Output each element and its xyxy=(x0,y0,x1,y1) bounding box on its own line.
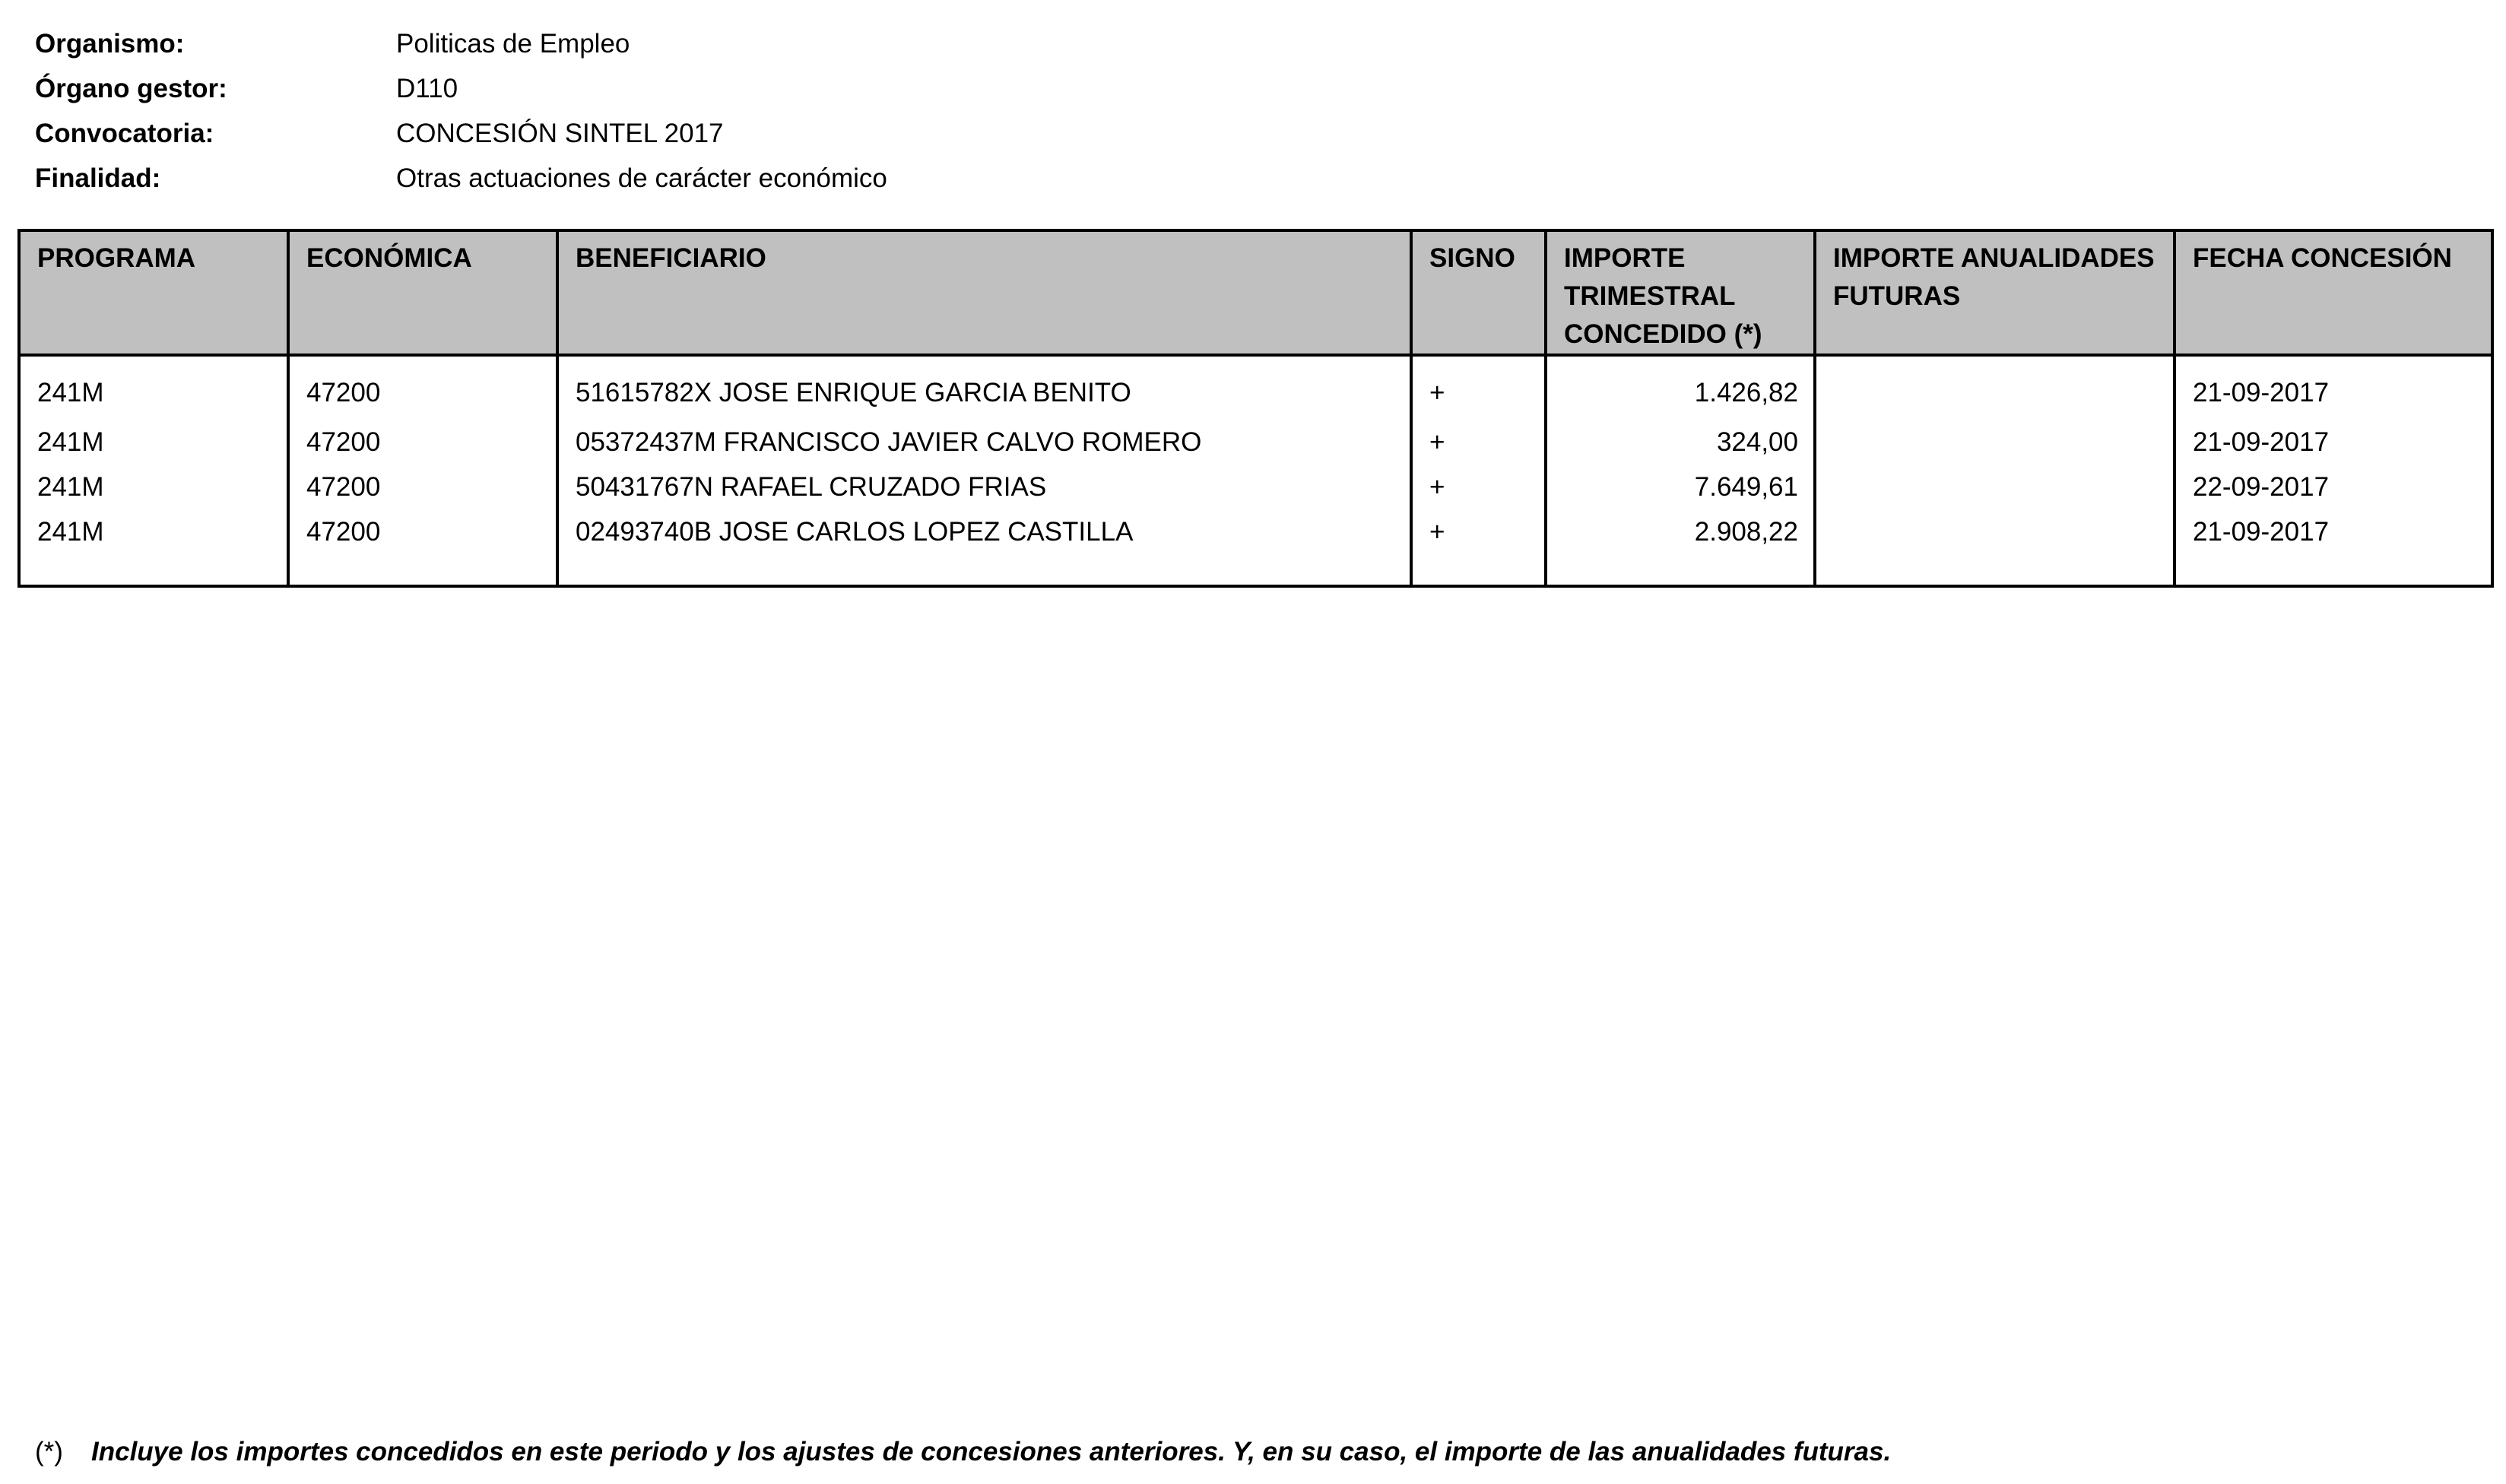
cell-economica: 47200 xyxy=(288,509,557,554)
cell-programa: 241M xyxy=(19,355,288,420)
cell-programa: 241M xyxy=(19,465,288,509)
meta-value: CONCESIÓN SINTEL 2017 xyxy=(396,118,724,148)
cell-importe-trimestral: 1.426,82 xyxy=(1546,355,1815,420)
meta-value: D110 xyxy=(396,73,458,103)
cell-programa: 241M xyxy=(19,509,288,554)
cell-signo: + xyxy=(1411,420,1546,465)
header-programa: PROGRAMA xyxy=(19,230,288,355)
meta-label: Convocatoria: xyxy=(35,118,214,148)
cell-fecha-concesion: 21-09-2017 xyxy=(2175,509,2492,554)
cell-fecha-concesion: 21-09-2017 xyxy=(2175,355,2492,420)
cell-importe-trimestral: 7.649,61 xyxy=(1546,465,1815,509)
meta-row-organo-gestor xyxy=(35,66,887,111)
cell-importe-trimestral: 324,00 xyxy=(1546,420,1815,465)
cell-beneficiario: 51615782X JOSE ENRIQUE GARCIA BENITO xyxy=(557,355,1411,420)
cell-signo: + xyxy=(1411,509,1546,554)
footnote-text: Incluye los importes concedidos en este periodo y los ajustes de concesiones anteriores. Y, en su caso, el importe de las anualidades futuras. xyxy=(91,1437,1892,1467)
cell-fecha-concesion: 21-09-2017 xyxy=(2175,420,2492,465)
table-row xyxy=(19,465,2492,509)
footnote xyxy=(35,1437,1891,1467)
spacer-cell xyxy=(1546,554,1815,586)
cell-importe-trimestral: 2.908,22 xyxy=(1546,509,1815,554)
cell-signo: + xyxy=(1411,355,1546,420)
header-importe-anualidades: IMPORTE ANUALIDADES FUTURAS xyxy=(1815,230,2175,355)
cell-beneficiario: 05372437M FRANCISCO JAVIER CALVO ROMERO xyxy=(557,420,1411,465)
cell-importe-anualidades xyxy=(1815,420,2175,465)
cell-economica: 47200 xyxy=(288,420,557,465)
grants-table xyxy=(17,229,2494,588)
table-row xyxy=(19,355,2492,420)
cell-economica: 47200 xyxy=(288,355,557,420)
cell-importe-anualidades xyxy=(1815,465,2175,509)
footnote-mark: (*) xyxy=(35,1437,63,1467)
cell-beneficiario: 02493740B JOSE CARLOS LOPEZ CASTILLA xyxy=(557,509,1411,554)
cell-fecha-concesion: 22-09-2017 xyxy=(2175,465,2492,509)
meta-value: Otras actuaciones de carácter económico xyxy=(396,163,887,193)
spacer-cell xyxy=(1815,554,2175,586)
meta-value: Politicas de Empleo xyxy=(396,28,630,59)
table-row xyxy=(19,509,2492,554)
header-importe-trimestral: IMPORTE TRIMESTRAL CONCEDIDO (*) xyxy=(1546,230,1815,355)
header-signo: SIGNO xyxy=(1411,230,1546,355)
table-header-row xyxy=(19,230,2492,355)
meta-label: Finalidad: xyxy=(35,163,161,193)
cell-importe-anualidades xyxy=(1815,509,2175,554)
header-beneficiario: BENEFICIARIO xyxy=(557,230,1411,355)
header-fecha-concesion: FECHA CONCESIÓN xyxy=(2175,230,2492,355)
spacer-cell xyxy=(288,554,557,586)
spacer-cell xyxy=(19,554,288,586)
cell-importe-anualidades xyxy=(1815,355,2175,420)
meta-row-convocatoria xyxy=(35,111,887,156)
meta-row-organismo xyxy=(35,21,887,66)
spacer-cell xyxy=(557,554,1411,586)
document-metadata xyxy=(35,21,887,201)
cell-signo: + xyxy=(1411,465,1546,509)
meta-row-finalidad xyxy=(35,156,887,201)
spacer-cell xyxy=(2175,554,2492,586)
meta-label: Órgano gestor: xyxy=(35,73,227,103)
cell-economica: 47200 xyxy=(288,465,557,509)
table-row xyxy=(19,420,2492,465)
table-spacer-row xyxy=(19,554,2492,586)
spacer-cell xyxy=(1411,554,1546,586)
header-economica: ECONÓMICA xyxy=(288,230,557,355)
meta-label: Organismo: xyxy=(35,28,185,59)
cell-beneficiario: 50431767N RAFAEL CRUZADO FRIAS xyxy=(557,465,1411,509)
cell-programa: 241M xyxy=(19,420,288,465)
